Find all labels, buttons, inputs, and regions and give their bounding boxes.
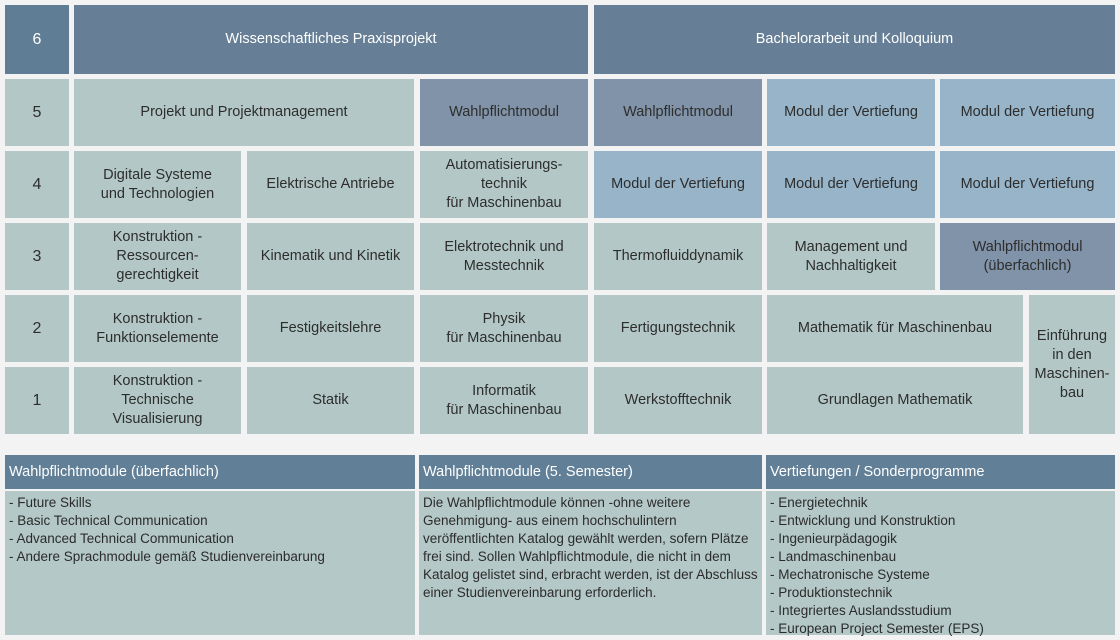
list-item: - Produktionstechnik bbox=[770, 585, 893, 600]
module-grundlagen-mathematik: Grundlagen Mathematik bbox=[767, 367, 1023, 434]
module-konstruktion-visualisierung: Konstruktion - Technische Visualisierung bbox=[74, 367, 241, 434]
module-wahlpflicht-ueberfachlich: Wahlpflichtmodul (überfachlich) bbox=[940, 223, 1115, 290]
module-management-nachhaltigkeit: Management und Nachhaltigkeit bbox=[767, 223, 935, 290]
legend-list-ueberfachlich bbox=[9, 494, 411, 566]
list-item: - European Project Semester (EPS) bbox=[770, 621, 984, 636]
list-item: - Landmaschinenbau bbox=[770, 549, 897, 564]
legend-box-vertiefungen bbox=[766, 491, 1115, 635]
module-elektrotechnik: Elektrotechnik und Messtechnik bbox=[420, 223, 588, 290]
semester-3: 3 bbox=[5, 223, 69, 290]
module-vertiefung-4c: Modul der Vertiefung bbox=[940, 151, 1115, 218]
semester-6: 6 bbox=[5, 5, 69, 74]
module-vertiefung-5b: Modul der Vertiefung bbox=[940, 79, 1115, 146]
module-festigkeitslehre: Festigkeitslehre bbox=[247, 295, 414, 362]
module-vertiefung-4b: Modul der Vertiefung bbox=[767, 151, 935, 218]
list-item: - Mechatronische Systeme bbox=[770, 567, 930, 582]
module-bachelorarbeit: Bachelorarbeit und Kolloquium bbox=[594, 5, 1115, 74]
module-statik: Statik bbox=[247, 367, 414, 434]
list-item: - Energietechnik bbox=[770, 495, 868, 510]
module-wahlpflicht-a: Wahlpflichtmodul bbox=[420, 79, 588, 146]
module-einfuehrung-maschinenbau: Einführung in den Maschinen- bau bbox=[1029, 295, 1115, 434]
module-vertiefung-4a: Modul der Vertiefung bbox=[594, 151, 762, 218]
legend-header-semester5: Wahlpflichtmodule (5. Semester) bbox=[419, 455, 762, 489]
module-werkstofftechnik: Werkstofftechnik bbox=[594, 367, 762, 434]
module-konstruktion-ressourcen: Konstruktion - Ressourcen- gerechtigkeit bbox=[74, 223, 241, 290]
semester-4: 4 bbox=[5, 151, 69, 218]
list-item: - Integriertes Auslandsstudium bbox=[770, 603, 952, 618]
list-item: - Ingenieurpädagogik bbox=[770, 531, 897, 546]
legend-box-ueberfachlich bbox=[5, 491, 415, 635]
semester-5: 5 bbox=[5, 79, 69, 146]
module-praxisprojekt: Wissenschaftliches Praxisprojekt bbox=[74, 5, 588, 74]
module-informatik: Informatik für Maschinenbau bbox=[420, 367, 588, 434]
module-projektmanagement: Projekt und Projektmanagement bbox=[74, 79, 414, 146]
module-mathematik-maschinenbau: Mathematik für Maschinenbau bbox=[767, 295, 1023, 362]
module-vertiefung-5a: Modul der Vertiefung bbox=[767, 79, 935, 146]
legend-box-semester5 bbox=[419, 491, 762, 635]
module-wahlpflicht-b: Wahlpflichtmodul bbox=[594, 79, 762, 146]
list-item: - Entwicklung und Konstruktion bbox=[770, 513, 956, 528]
list-item: - Basic Technical Communication bbox=[9, 513, 208, 528]
module-digitale-systeme: Digitale Systeme und Technologien bbox=[74, 151, 241, 218]
legend-header-vertiefungen: Vertiefungen / Sonderprogramme bbox=[766, 455, 1115, 489]
module-physik: Physik für Maschinenbau bbox=[420, 295, 588, 362]
semester-2: 2 bbox=[5, 295, 69, 362]
legend-header-ueberfachlich: Wahlpflichtmodule (überfachlich) bbox=[5, 455, 415, 489]
legend-text-semester5: Die Wahlpflichtmodule können -ohne weitere Genehmigung- aus einem hochschulintern veröffentlichten Katalog gewählt werden, sofern Plätze frei sind. Sollen Wahlpflichtmodule, die nicht in dem Katalog gelistet sind, erbracht werden, ist der Abschluss einer Studienvereinbarung erforderlich. bbox=[423, 495, 758, 600]
module-elektrische-antriebe: Elektrische Antriebe bbox=[247, 151, 414, 218]
legend-list-vertiefungen bbox=[770, 494, 1111, 638]
module-fertigungstechnik: Fertigungstechnik bbox=[594, 295, 762, 362]
module-thermofluiddynamik: Thermofluiddynamik bbox=[594, 223, 762, 290]
module-automatisierungstechnik: Automatisierungs- technik für Maschinenbau bbox=[420, 151, 588, 218]
module-kinematik-kinetik: Kinematik und Kinetik bbox=[247, 223, 414, 290]
semester-1: 1 bbox=[5, 367, 69, 434]
list-item: - Andere Sprachmodule gemäß Studienvereinbarung bbox=[9, 549, 325, 564]
list-item: - Future Skills bbox=[9, 495, 92, 510]
list-item: - Advanced Technical Communication bbox=[9, 531, 234, 546]
module-konstruktion-funktionselemente: Konstruktion - Funktionselemente bbox=[74, 295, 241, 362]
